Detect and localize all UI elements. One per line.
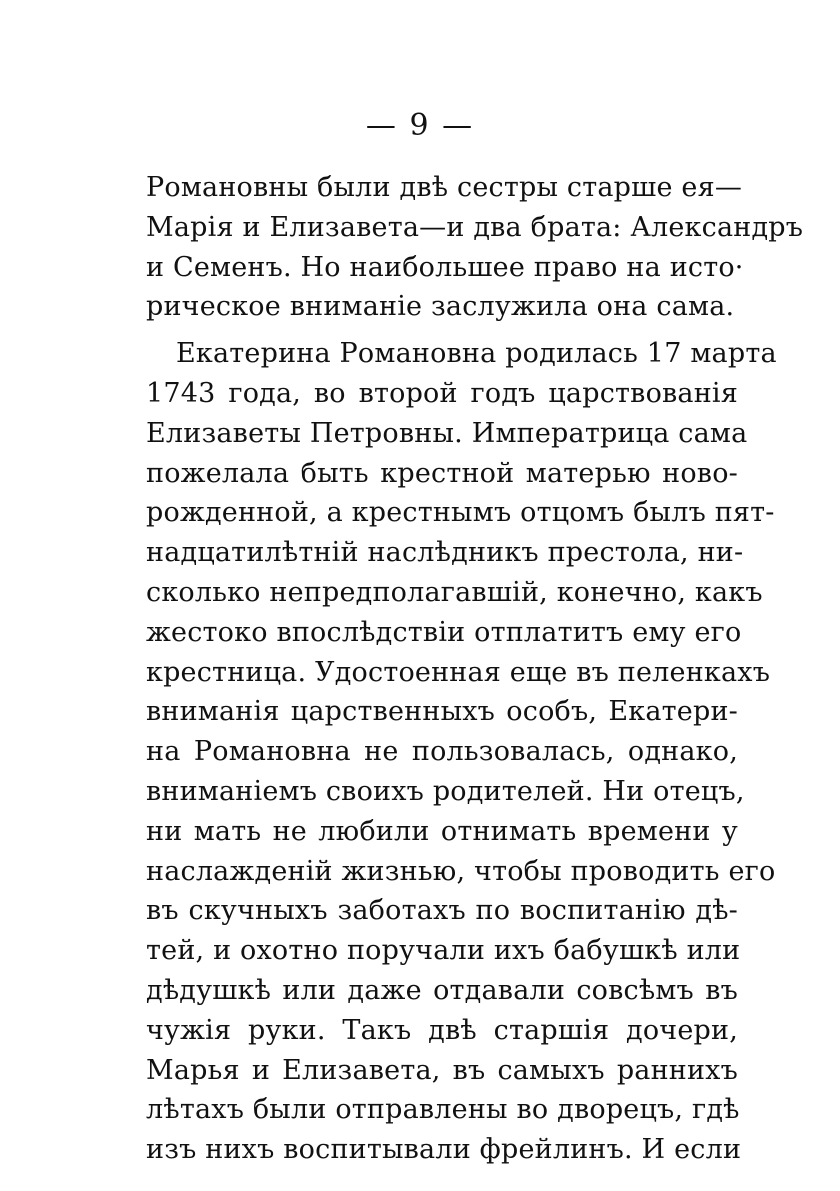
text-line: и Семенъ. Но наибольшее право на исто·	[146, 251, 744, 283]
text-line: надцатилѣтній наслѣдникъ престола, ни-	[146, 537, 744, 569]
text-line: Романовны были двѣ сестры старше ея—	[146, 172, 743, 203]
text-line: вниманіемъ своихъ родителей. Ни отецъ,	[146, 775, 745, 807]
text-line: наслажденій жизнью, чтобы проводить его	[146, 855, 776, 887]
text-line: пожелала быть крестной матерью ново-	[146, 457, 738, 489]
text-line: на Романовна не пользовалась, однако,	[146, 736, 738, 768]
text-line: Марья и Елизавета, въ самыхъ раннихъ	[146, 1054, 738, 1086]
text-line: рожденной, а крестнымъ отцомъ былъ пят-	[146, 497, 775, 529]
text-line: крестница. Удостоенная еще въ пеленкахъ	[146, 656, 771, 688]
body-text	[146, 168, 804, 1170]
text-line: сколько непредполагавшій, конечно, какъ	[146, 576, 763, 608]
text-line: 1743 года, во второй годъ царствованія	[146, 377, 738, 409]
text-line: рическое вниманіе заслужила она сама.	[146, 291, 735, 323]
text-line: въ скучныхъ заботахъ по воспитанію дѣ-	[146, 895, 738, 927]
text-line: жестоко впослѣдствіи отплатитъ ему его	[146, 616, 742, 648]
text-line: тей, и охотно поручали ихъ бабушкѣ или	[146, 935, 741, 967]
text-line: Елизаветы Петровны. Императрица сама	[146, 417, 748, 449]
text-line: дѣдушкѣ или даже отдавали совсѣмъ въ	[146, 974, 738, 1006]
page-number: — 9 —	[365, 108, 475, 143]
text-line: Марія и Елизавета—и два брата: Александръ	[146, 211, 804, 243]
text-line: ни мать не любили отнимать времени у	[146, 815, 738, 847]
text-line: вниманія царственныхъ особъ, Екатери-	[146, 696, 738, 728]
text-line: лѣтахъ были отправлены во дворецъ, гдѣ	[146, 1094, 740, 1126]
text-line: Екатерина Романовна родилась 17 марта	[176, 338, 777, 370]
text-line: изъ нихъ воспитывали фрейлинъ. И если	[146, 1134, 742, 1166]
text-line: чужія руки. Такъ двѣ старшія дочери,	[146, 1014, 738, 1046]
